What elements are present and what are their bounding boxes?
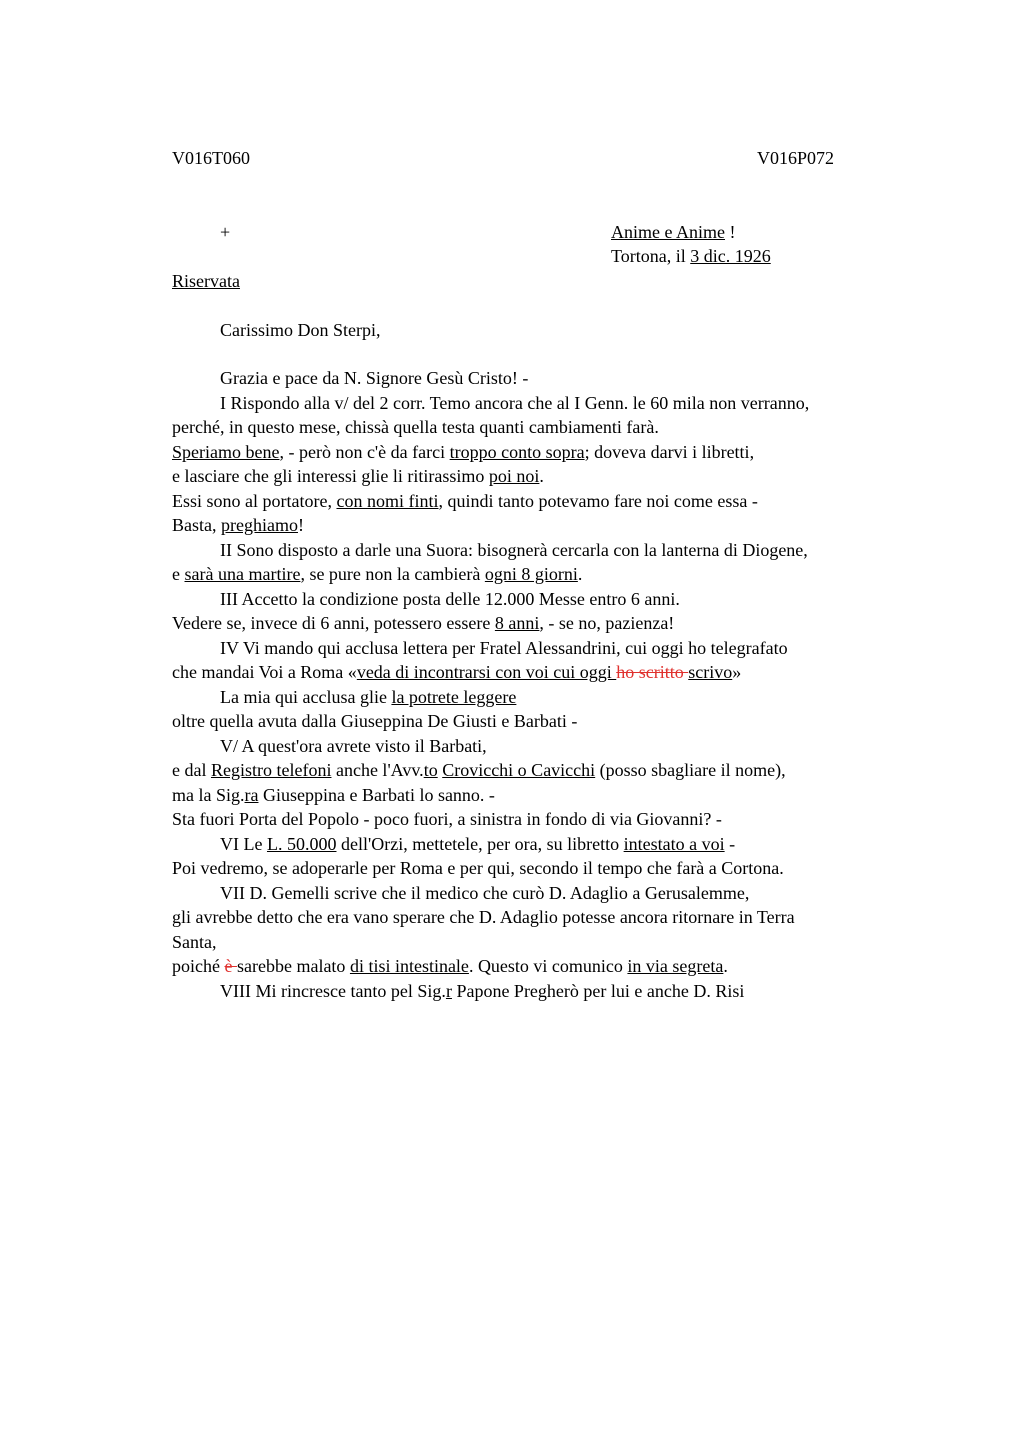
body-line: I Rispondo alla v/ del 2 corr. Temo ancora che al I Genn. le 60 mila non verranno, (220, 392, 810, 413)
body-line: VI Le L. 50.000 dell'Orzi, mettetele, per ora, su libretto intestato a voi - (220, 833, 736, 854)
body-line: IV Vi mando qui acclusa lettera per Fratel Alessandrini, cui oggi ho telegrafato (220, 637, 788, 658)
body-line: che mandai Voi a Roma «veda di incontrarsi con voi cui oggi ho scritto scrivo» (172, 662, 742, 682)
letter-body (172, 366, 912, 1003)
body-line: VII D. Gemelli scrive che il medico che curò D. Adaglio a Gerusalemme, (220, 882, 750, 903)
motto-suffix: ! (724, 222, 736, 242)
strikethrough-text: è (224, 956, 237, 976)
body-line: La mia qui acclusa glie la potrete leggere (220, 686, 517, 707)
cross-symbol: + (220, 222, 231, 242)
confidential-label: Riservata (172, 271, 240, 291)
body-line: Basta, preghiamo! (172, 515, 304, 535)
body-line: Santa, (172, 931, 217, 952)
body-line: II Sono disposto a darle una Suora: bisognerà cercarla con la lanterna di Diogene, (220, 539, 808, 560)
body-line: III Accetto la condizione posta delle 12.000 Messe entro 6 anni. (220, 588, 680, 609)
place-date (611, 244, 771, 268)
strikethrough-text: ho scritto (616, 662, 689, 682)
motto (611, 220, 735, 244)
body-line: ma la Sig.ra Giuseppina e Barbati lo sanno. - (172, 784, 495, 805)
body-line: perché, in questo mese, chissà quella testa quanti cambiamenti farà. (172, 417, 659, 437)
header-left-code: V016T060 (172, 148, 250, 168)
greeting: Carissimo Don Sterpi, (220, 320, 381, 340)
body-line: e dal Registro telefoni anche l'Avv.to Crovicchi o Cavicchi (posso sbagliare il nome), (172, 760, 786, 780)
body-line: Poi vedremo, se adoperarle per Roma e per qui, secondo il tempo che farà a Cortona. (172, 858, 784, 878)
body-line: e sarà una martire, se pure non la cambierà ogni 8 giorni. (172, 564, 583, 584)
letter-date: 3 dic. 1926 (690, 246, 771, 266)
body-line: Vedere se, invece di 6 anni, potessero essere 8 anni, - se no, pazienza! (172, 613, 675, 633)
body-line: Grazia e pace da N. Signore Gesù Cristo! - (220, 368, 529, 388)
body-line: poiché è sarebbe malato di tisi intestinale. Questo vi comunico in via segreta. (172, 956, 728, 976)
body-line: V/ A quest'ora avrete visto il Barbati, (220, 735, 487, 756)
place-prefix: Tortona, il (611, 246, 691, 266)
body-line: Sta fuori Porta del Popolo - poco fuori, a sinistra in fondo di via Giovanni? - (172, 809, 722, 829)
header-right-code: V016P072 (757, 148, 835, 168)
body-line: Speriamo bene, - però non c'è da farci troppo conto sopra; doveva darvi i libretti, (172, 441, 755, 462)
body-line: gli avrebbe detto che era vano sperare che D. Adaglio potesse ancora ritornare in Terra (172, 907, 795, 927)
body-line: VIII Mi rincresce tanto pel Sig.r Papone Pregherò per lui e anche D. Risi (220, 980, 745, 1001)
body-line: Essi sono al portatore, con nomi finti, quindi tanto potevamo fare noi come essa - (172, 490, 758, 511)
body-line: e lasciare che gli interessi glie li ritirassimo poi noi. (172, 466, 544, 486)
body-line: oltre quella avuta dalla Giuseppina De Giusti e Barbati - (172, 711, 578, 731)
motto-text: Anime e Anime (611, 222, 725, 242)
